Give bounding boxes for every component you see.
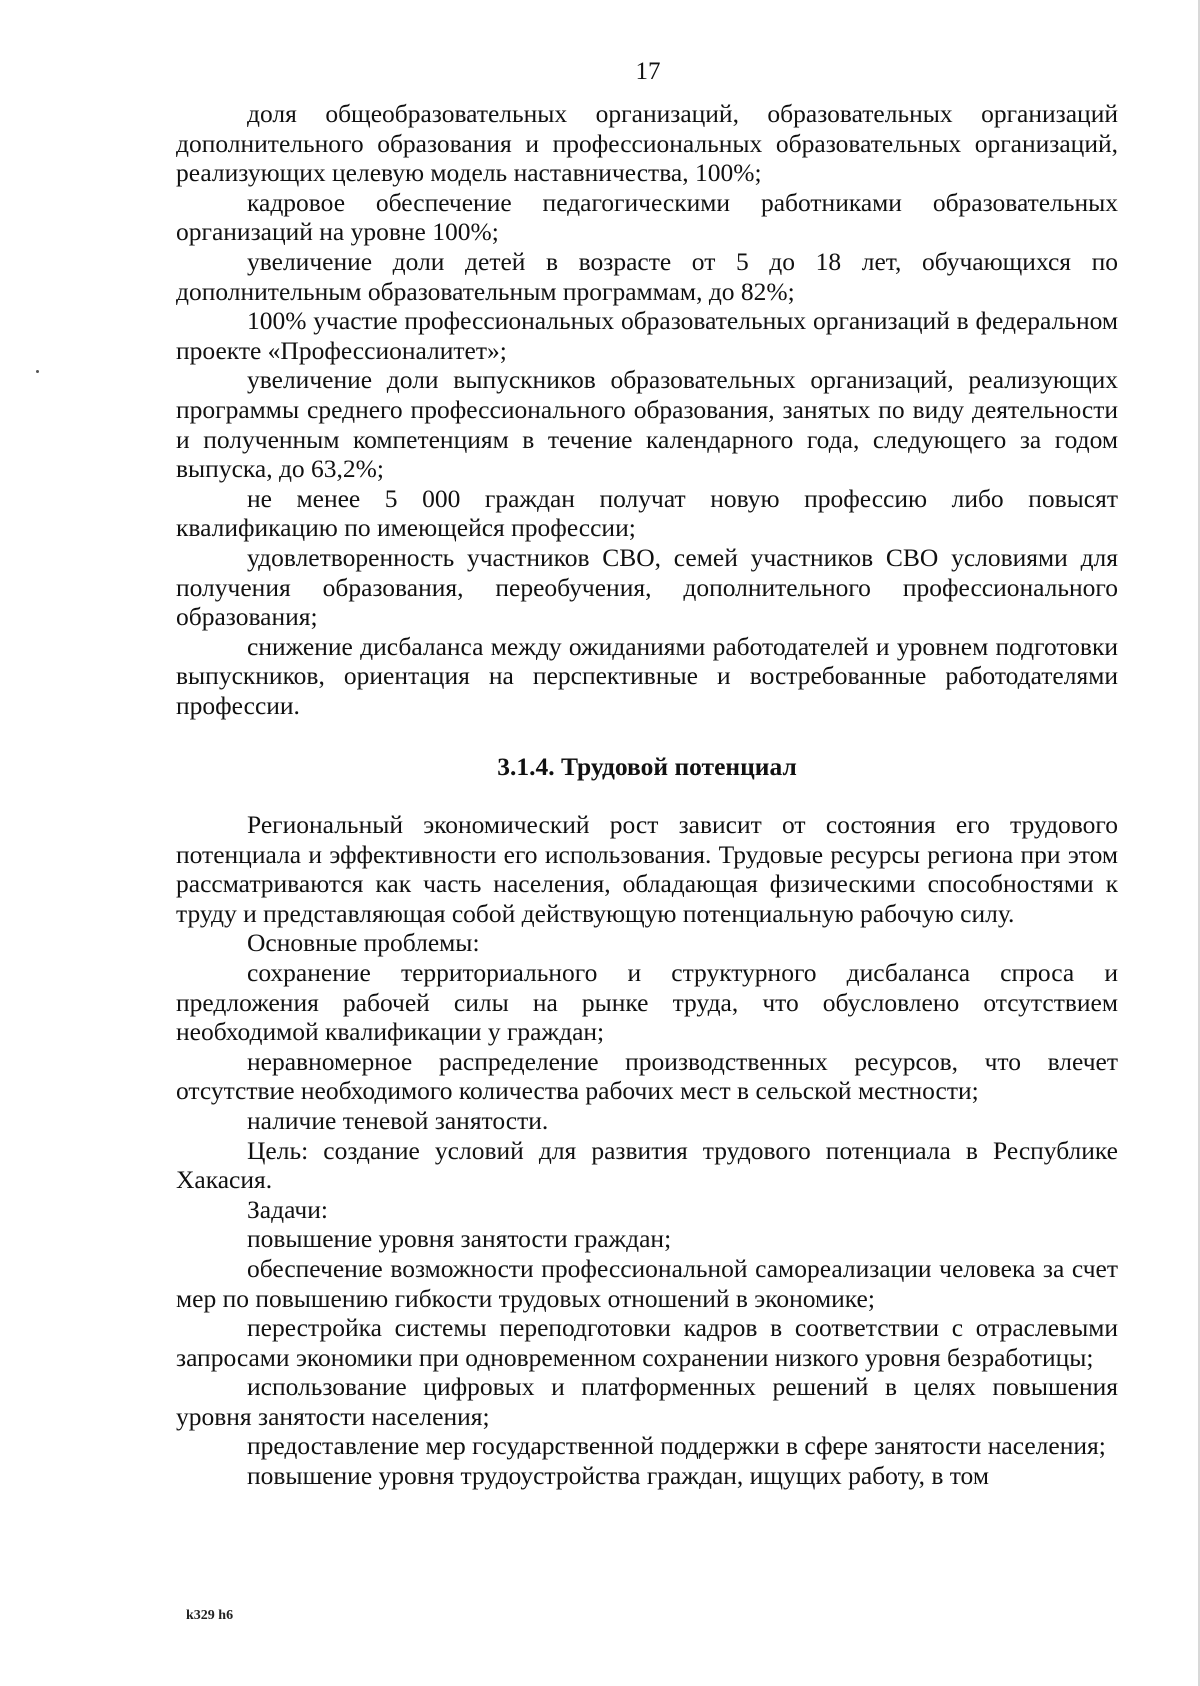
page-number: 17	[635, 58, 661, 85]
paragraph: неравномерное распределение производственных ресурсов, что влечет отсутствие необходимого количества рабочих мест в сельской местности;	[176, 1046, 1118, 1106]
paragraph: Цель: создание условий для развития трудового потенциала в Республике Хакасия.	[176, 1135, 1118, 1195]
paragraph: Региональный экономический рост зависит от состояния его трудового потенциала и эффективности его использования. Трудовые ресурсы региона при этом рассматриваются как часть населения, обладающая физическими способностями к труду и представляющая собой действующую потенциальную рабочую силу.	[176, 810, 1118, 928]
paragraph: увеличение доли детей в возрасте от 5 до 18 лет, обучающихся по дополнительным образовательным программам, до 82%;	[176, 246, 1118, 306]
paragraph: 100% участие профессиональных образовательных организаций в федеральном проекте «Профессионалитет»;	[176, 306, 1118, 365]
scan-dot	[36, 370, 39, 373]
paragraph: удовлетворенность участников СВО, семей участников СВО условиями для получения образования, переобучения, дополнительного профессионального образования;	[176, 542, 1118, 632]
paragraph: наличие теневой занятости.	[247, 1105, 549, 1135]
paragraph: повышение уровня занятости граждан;	[247, 1224, 672, 1254]
paragraph: Задачи:	[247, 1194, 328, 1224]
paragraph: доля общеобразовательных организаций, образовательных организаций дополнительного образования и профессиональных образовательных организаций, реализующих целевую модель наставничества, 100%;	[176, 99, 1118, 188]
paragraph: повышение уровня трудоустройства граждан, ищущих работу, в том	[247, 1461, 989, 1491]
bottom-text-block	[176, 810, 1118, 1491]
paragraph: увеличение доли выпускников образовательных организаций, реализующих программы среднего профессионального образования, занятых по виду деятельности и полученным компетенциям в течение календарного года, следующего за годом выпуска, до 63,2%;	[176, 365, 1118, 484]
paragraph: не менее 5 000 граждан получат новую профессию либо повысят квалификацию по имеющейся профессии;	[176, 483, 1118, 543]
top-text-block	[176, 99, 1118, 720]
paragraph: Основные проблемы:	[247, 928, 480, 958]
paragraph: сохранение территориального и структурного дисбаланса спроса и предложения рабочей силы на рынке труда, что обусловлено отсутствием необходимой квалификации у граждан;	[176, 957, 1118, 1047]
footer-code: k329 h6	[186, 1608, 234, 1623]
section-heading: 3.1.4. Трудовой потенциал	[497, 752, 797, 781]
paragraph: перестройка системы переподготовки кадров в соответствии с отраслевыми запросами экономики при одновременном сохранении низкого уровня безработицы;	[176, 1313, 1118, 1372]
paragraph: обеспечение возможности профессиональной самореализации человека за счет мер по повышению гибкости трудовых отношений в экономике;	[176, 1253, 1118, 1313]
paragraph: использование цифровых и платформенных решений в целях повышения уровня занятости населения;	[176, 1372, 1118, 1431]
paragraph: предоставление мер государственной поддержки в сфере занятости населения;	[247, 1431, 1106, 1461]
paragraph: кадровое обеспечение педагогическими работниками образовательных организаций на уровне 100%;	[176, 187, 1118, 247]
paragraph: снижение дисбаланса между ожиданиями работодателей и уровнем подготовки выпускников, ориентация на перспективные и востребованные работодателями профессии.	[176, 631, 1118, 720]
